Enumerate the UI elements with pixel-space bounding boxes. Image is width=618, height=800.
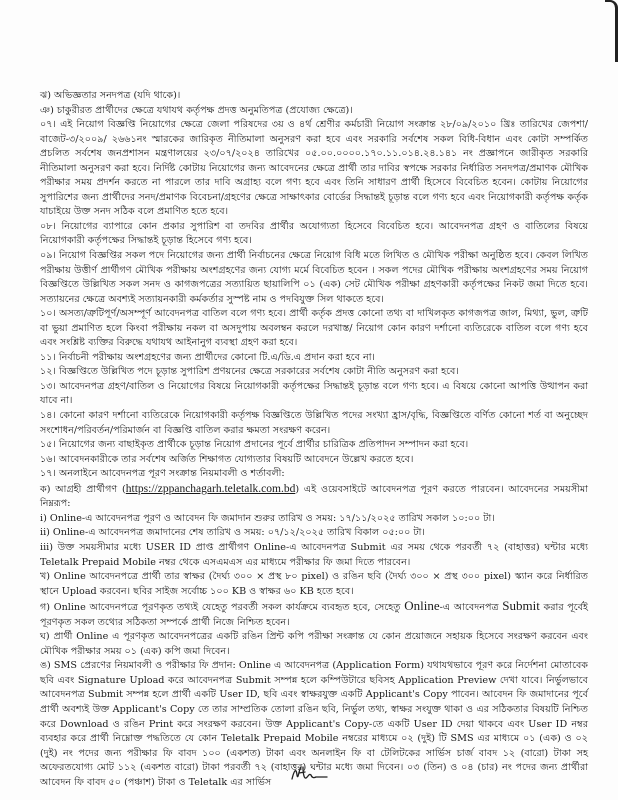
clause-07: ০৭। এই নিয়োগ বিজ্ঞপ্তি নিয়োগের ক্ষেত্রে জেলা পরিষদের ৩য় ও ৪র্থ শ্রেণীর কর্মচারী নিয়োগ সংক্রান্ত ২৮/০৯/২০১০ খ্রিঃ তারিখের জেপশা/বাজেট-৩/২০০৯/ ২৬৬১নং স্মারকের জারিকৃত নীতিমালা অনুসরণ করা হবে এবং সরকারি সর্বশেষ সকল বিধি-বিধান এবং কোটা সম্পর্কিত প্রচলিত সর্বশেষ জনপ্রশাসন মন্ত্রণালয়ের ২৩/০৭/২০২৪ তারিখের ০৫.০০.০০০০.১৭০.১১.০১৪.২৪.১৪১ নং প্রজ্ঞাপনে জারীকৃত সরকারি নীতিমালা অনুসরণ করা হবে। নির্দিষ্ট কোটায় নিয়োগের জন্য আবেদনের ক্ষেত্রে প্রার্থী তার দাবির স্বপক্ষে সরকার নির্ধারিত সনদপত্র/প্রমাণক মৌখিক পরীক্ষার সময় প্রদর্শন করতে না পারলে তার দাবি অগ্রাহ্য বলে গণ্য হবে এবং তিনি সাধারণ প্রার্থী হিসেবে বিবেচিত হবেন। কোটায় নিয়োগের সুপারিশের জন্য প্রার্থীদের সনদ/প্রমাণক বিবেচনা/গ্রহণের ক্ষেত্রে সাক্ষাৎকার বোর্ডের সিদ্ধান্তই চূড়ান্ত বলে গণ্য হবে এবং নিয়োগকারী কর্তৃপক্ষ কর্তৃক যাচাইয়ে উক্ত সনদ সঠিক বলে প্রমাণিত হতে হবে। [40, 119, 588, 218]
clause-16: ১৬। আবেদনকারীকে তার সর্বশেষ অর্জিত শিক্ষাগত যোগ্যতার বিষয়টি আবেদনে উল্লেখ করতে হবে। [40, 453, 414, 465]
clause-17-ii: ii) Online-এ আবেদনপত্র জমাদানের শেষ তারিখ ও সময়: ০৭/১২/২০২৫ তারিখ বিকাল ০৫:০০ টা। [40, 527, 425, 539]
clause-15: ১৫। নিয়োগের জন্য বাছাইকৃত প্রার্থীকে চূড়ান্ত নিয়োগ প্রদানের পূর্বে প্রার্থীর চারিত্রিক প্রতিপাদন সম্পাদন করা হবে। [40, 439, 469, 451]
clause-17-iii: iii) উক্ত সময়সীমার মধ্যে USER ID প্রাপ্ত প্রার্থীগণ Online-এ আবেদনপত্র Submit এর সময় থেকে পরবর্তী ৭২ (বাহাত্তর) ঘন্টার মধ্যে Teletalk Prepaid Mobile নম্বর থেকে এসএমএস এর মাধ্যমে পরীক্ষার ফি জমা দিতে পারবেন। [40, 541, 588, 568]
ga-part2: -এ আবেদনপত্র [439, 602, 503, 614]
ga-online: Online [404, 598, 440, 614]
clause-14: ১৪। কোনো কারণ দর্শানো ব্যতিরেকে নিয়োগকারী কর্তৃপক্ষ বিজ্ঞপ্তিতে উল্লিখিত পদের সংখ্যা হ্রাস/বৃদ্ধি, বিজ্ঞপ্তিতে বর্ণিত কোনো শর্ত বা অনুচ্ছেদ সংশোধন/পরিবর্তন/পরিমার্জন বা বিজ্ঞপ্তি বাতিল করার ক্ষমতা সংরক্ষণ করেন। [40, 410, 588, 436]
page-corner-mark [605, 0, 618, 62]
clause-17-gha: ঘ) প্রার্থী Online এ পূরণকৃত আবেদনপত্রের একটি রঙিন প্রিন্ট কপি পরীক্ষা সংক্রান্ত যে কোন প্রয়োজনে সহায়ক হিসেবে সংরক্ষণ করবেন এবং মৌখিক পরীক্ষার সময় ০১ (এক) কপি জমা দিবেন। [40, 631, 588, 657]
clause-17-heading: ১৭। অনলাইনে আবেদনপত্র পূরণ সংক্রান্ত নিয়মাবলী ও শর্তাবলী: [40, 468, 285, 480]
clause-11: ১১। নির্বাচনী পরীক্ষায় অংশগ্রহণের জন্য প্রার্থীদের কোনো টি.এ/ডি.এ প্রদান করা হবে না। [40, 351, 375, 363]
clause-17-ga [40, 599, 588, 630]
signature-icon [289, 763, 329, 785]
application-website-link[interactable]: https://zppanchagarh.teletalk.com.bd [125, 482, 296, 495]
ka-prefix: ক) আগ্রহী প্রার্থীগণ ( [40, 483, 126, 495]
clause-09: ০৯। নিয়োগ বিজ্ঞপ্তির সকল পদে নিয়োগের জন্য প্রার্থী নির্বাচনের ক্ষেত্রে নিয়োগ বিধি মতে লিখিত ও মৌখিক পরীক্ষা অনুষ্ঠিত হবে। কেবল লিখিত পরীক্ষায় উত্তীর্ণ প্রার্থীগণ মৌখিক পরীক্ষায় অংশগ্রহণের জন্য যোগ্য মর্মে বিবেচিত হবেন । সকল পদের মৌখিক পরীক্ষায় অংশগ্রহণের সময় নিয়োগ বিজ্ঞপ্তিতে উল্লিখিত সকল সনদ ও কাগজপত্রের সত্যায়িত ছায়ালিপি ০১ (এক) সেট মৌখিক পরীক্ষা গ্রহণকারী কর্তৃপক্ষের নিকট জমা দিতে হবে। সত্যায়নের ক্ষেত্রে অবশ্যই সত্যায়নকারী কর্মকর্তার সুস্পষ্ট নাম ও পদবিযুক্ত সিল থাকতে হবে। [40, 250, 588, 305]
clause-10: ১০। অসত্য/ত্রুটিপূর্ণ/অসম্পূর্ণ আবেদনপত্র বাতিল বলে গণ্য হবে। প্রার্থী কর্তৃক প্রদত্ত কোনো তথ্য বা দাখিলকৃত কাগজপত্র জাল, মিথ্যা, ভুল, ত্রুটি বা ভুয়া প্রমাণিত হলে কিংবা পরীক্ষায় নকল বা অসদুপায় অবলম্বন করলে দরখাস্ত/ নিয়োগ কোন কারণ দর্শানো ব্যতিরেকে বাতিল বলে গণ্য হবে এবং সংশ্লিষ্ট ব্যক্তির বিরুদ্ধে যথাযথ আইনানুগ ব্যবস্থা গ্রহণ করা হবে। [40, 308, 588, 349]
document-body [40, 89, 588, 790]
clause-12: ১২। বিজ্ঞপ্তিতে উল্লিখিত পদে চূড়ান্ত সুপারিশ প্রণয়নের ক্ষেত্রে সরকারের সর্বশেষ কোটা নীতি অনুসরণ করা হবে। [40, 366, 459, 378]
item-jha: ঝ) অভিজ্ঞতার সনদপত্র (যদি থাকে)। [40, 90, 181, 101]
ga-part3: করার পূর্বেই পূরণকৃত সকল তথ্যের সঠিকতা সম্পর্কে প্রার্থী নিজে নিশ্চিত হবেন। [40, 602, 588, 628]
ga-part1: গ) Online আবেদনপত্রে পূরণকৃত তথ্যই যেহেতু পরবর্তী সকল কার্যক্রমে ব্যবহৃত হবে, সেহেতু [40, 602, 405, 614]
clause-17-i: i) Online-এ আবেদনপত্র পূরণ ও আবেদন ফি জমাদান শুরুর তারিখ ও সময়: ১৭/১১/২০২৫ তারিখ সকাল ১০:০০ টা। [40, 512, 495, 524]
clause-17-ka [40, 482, 588, 512]
clause-13: ১৩। আবেদনপত্র গ্রহণ/বাতিল ও নিয়োগের বিষয়ে নিয়োগকারী কর্তৃপক্ষের সিদ্ধান্তই চূড়ান্ত বলে গণ্য হবে। এ বিষয়ে কোনো আপত্তি উত্থাপন করা যাবে না। [40, 380, 588, 407]
clause-17-kha: খ) Online আবেদনপত্রে প্রার্থী তার স্বাক্ষর (দৈর্ঘ্য ৩০০ × প্রস্থ ৮০ pixel) ও রঙিন ছবি (দৈর্ঘ্য ৩০০ × প্রস্থ ৩০০ pixel) স্ক্যান করে নির্ধারিত স্থানে Upload করবেন। ছবির সাইজ সর্বোচ্চ ১০০ KB ও স্বাক্ষর ৬০ KB হতে হবে। [40, 571, 588, 597]
clause-17-umo: ঙ) SMS প্রেরণের নিয়মাবলী ও পরীক্ষার ফি প্রদান: Online এ আবেদনপত্র (Application Form) যথাযথভাবে পূরণ করে নির্দেশনা মোতাবেক ছবি এবং Signature Upload করে আবেদনপত্র Submit সম্পন্ন হলে কম্পিউটারে ছবিসহ Application Preview দেখা যাবে। নির্ভুলভাবে আবেদনপত্র Submit সম্পন্ন হলে প্রার্থী একটি User ID, ছবি এবং স্বাক্ষরযুক্ত একটি Applicant's Copy পাবেন। আবেদন ফি জমাদানের পূর্বে প্রার্থী অবশ্যই উক্ত Applicant's Copy তে তার সাম্প্রতিক তোলা রঙিন ছবি, নির্ভুল তথ্য, স্বাক্ষর সংযুক্ত থাকা ও এর সঠিকতার বিষয়টি নিশ্চিত করে Download ও রঙিন Print করে সংরক্ষণ করবেন। উক্ত Applicant's Copy-তে একটি User ID দেয়া থাকবে এবং User ID নম্বর ব্যবহার করে প্রার্থী নিম্নোক্ত পদ্ধতিতে যে কোন Teletalk Prepaid Mobile নম্বরের মাধ্যমে ০২ (দুই) টি SMS এর মাধ্যমে ০১ (এক) ও ০২ (দুই) নং পদের জন্য পরীক্ষার ফি বাবদ ১০০ (একশত) টাকা এবং অনলাইন ফি বা টেলিটকের সার্ভিস চার্জ বাবদ ১২ (বারো) টাকা সহ অফেরতযোগ্য মোট ১১২ (একশত বারো) টাকা পরবর্তী ৭২ (বাহাত্তর) ঘন্টার মধ্যে জমা দিবেন। ০৩ (তিন) ও ০৪ (চার) নং পদের জন্য প্রার্থীরা আবেদন ফি বাবদ ৫০ (পঞ্চাশ) টাকা ও Teletalk এর সার্ভিস [40, 660, 588, 788]
item-nya: ঞ) চাকুরীরত প্রার্থীদের ক্ষেত্রে যথাযথ কর্তৃপক্ষ প্রদত্ত অনুমতিপত্র (প্রযোজ্য ক্ষেত্রে)। [40, 104, 353, 116]
clause-08: ০৮। নিয়োগের ব্যাপারে কোন প্রকার সুপারিশ বা তদবির প্রার্থীর অযোগ্যতা হিসেবে বিবেচিত হবে। আবেদনপত্র গ্রহণ ও বাতিলের বিষয়ে নিয়োগকারী কর্তৃপক্ষের সিদ্ধান্তই চূড়ান্ত হিসেবে গণ্য হবে। [40, 220, 588, 247]
ga-submit: Submit [502, 598, 540, 614]
ka-suffix: ) এই ওয়েবসাইটে আবেদনপত্র পূরণ করতে পারবেন। আবেদনের সময়সীমা নিম্নরূপ: [40, 483, 589, 510]
